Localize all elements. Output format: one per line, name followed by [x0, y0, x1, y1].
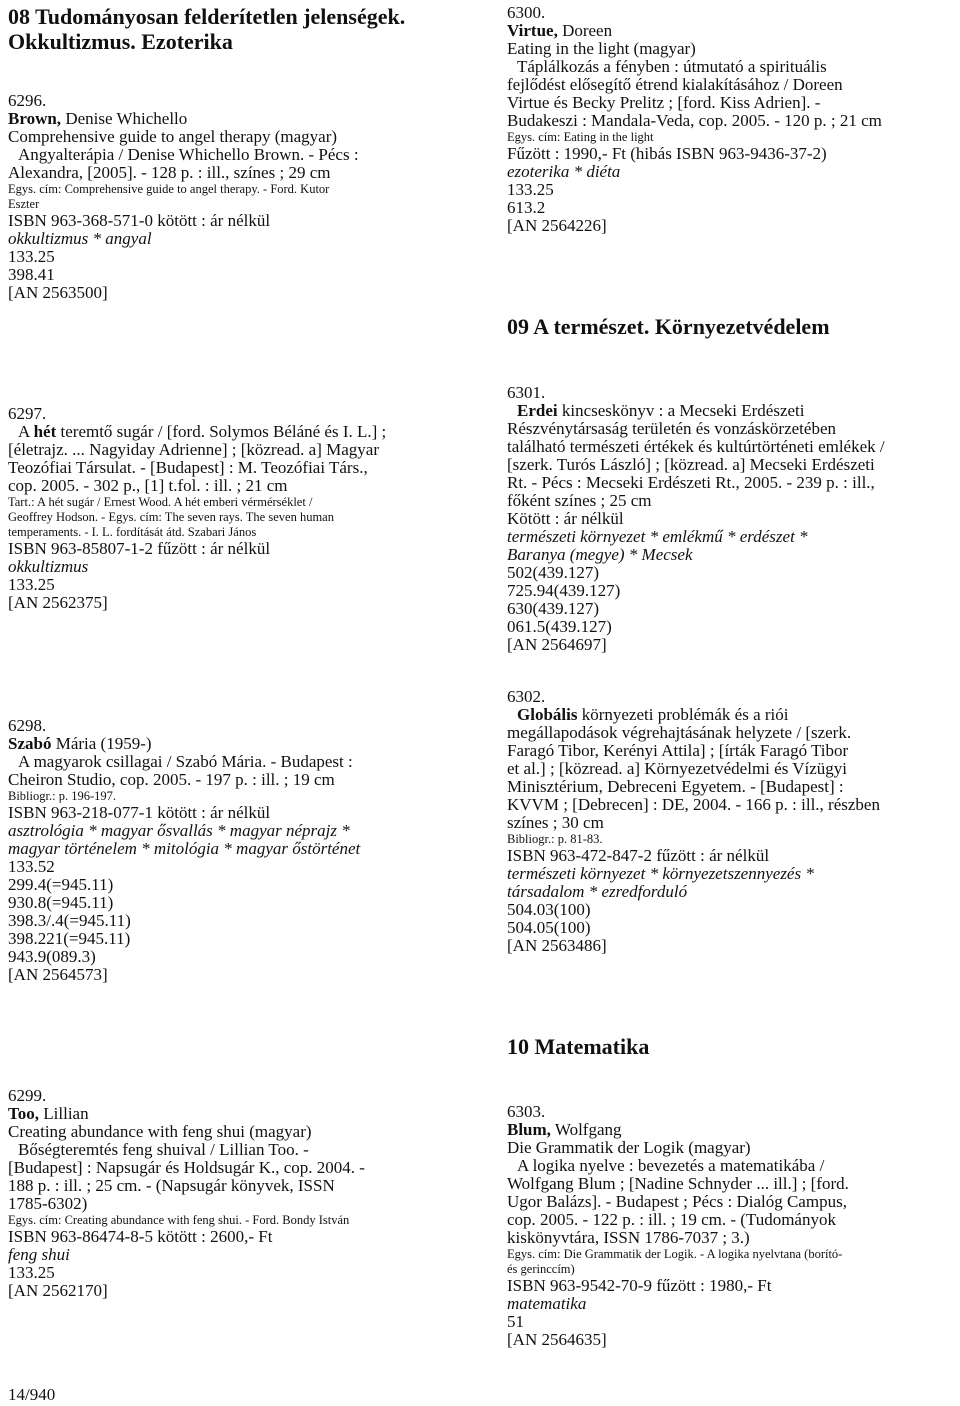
subject-terms: matematika — [507, 1294, 587, 1313]
author-surname: Too, — [8, 1104, 40, 1123]
subject-terms: magyar történelem * mitológia * magyar őstörténet — [8, 839, 361, 858]
description-line: [Budapest] : Napsugár és Holdsugár K., cop. 2004. - — [8, 1158, 365, 1177]
description-line: Wolfgang Blum ; [Nadine Schnyder ... ill.] ; [ford. — [507, 1174, 849, 1193]
section-heading-line: Okkultizmus. Ezoterika — [8, 29, 233, 54]
author-forename: Lillian — [39, 1104, 89, 1123]
subject-terms: feng shui — [8, 1245, 70, 1264]
udc-code: 930.8(=945.11) — [8, 893, 114, 912]
note-line: Egys. cím: Comprehensive guide to angel therapy. - Ford. Kutor — [8, 182, 330, 196]
entry-number: 6298. — [8, 716, 47, 735]
entry-number: 6303. — [507, 1102, 546, 1121]
note-line: Geoffrey Hodson. - Egys. cím: The seven rays. The seven human — [8, 510, 334, 524]
note-line: temperaments. - I. L. fordítását átd. Szabari János — [8, 525, 257, 539]
udc-code: 133.25 — [8, 247, 55, 266]
author-surname: Blum, — [507, 1120, 551, 1139]
author-forename: Wolfgang — [550, 1120, 622, 1139]
an-number: [AN 2562375] — [8, 593, 108, 612]
description-line: Cheiron Studio, cop. 2005. - 197 p. : ill. ; 19 cm — [8, 770, 335, 789]
entry-6300 — [507, 4, 960, 235]
description-line: Ugor Balázs]. - Budapest ; Pécs : Dialóg Campus, — [507, 1192, 847, 1211]
entry-number: 6302. — [507, 687, 546, 706]
isbn-line: ISBN 963-9542-70-9 fűzött : 1980,- Ft — [507, 1276, 772, 1295]
author-surname: Virtue, — [507, 21, 558, 40]
section-heading-line: 08 Tudományosan felderítetlen jelenségek. — [8, 4, 406, 29]
description-line: [életrajz. ... Nagyiday Adrienne] ; [közread. a] Magyar — [8, 440, 379, 459]
description-line: [szerk. Turós László] ; [közread. a] Mecseki Erdészeti — [507, 455, 875, 474]
description-line: Teozófiai Társulat. - [Budapest] : M. Teozófiai Társ., — [8, 458, 368, 477]
an-number: [AN 2564635] — [507, 1330, 607, 1349]
original-title: Eating in the light (magyar) — [507, 39, 696, 58]
entry-title — [507, 402, 960, 420]
entry-6296 — [8, 92, 468, 302]
entry-6301 — [507, 384, 960, 654]
description-line: található természeti értékek és kultúrtörténeti emlékek / — [507, 437, 885, 456]
isbn-line: ISBN 963-218-077-1 kötött : ár nélkül — [8, 803, 271, 822]
original-title: Creating abundance with feng shui (magyar) — [8, 1122, 312, 1141]
subject-terms: természeti környezet * környezetszennyezés * — [507, 864, 814, 883]
description-line: A logika nyelve : bevezetés a matematikába / — [517, 1156, 825, 1175]
udc-code: 630(439.127) — [507, 599, 600, 618]
an-number: [AN 2563500] — [8, 283, 108, 302]
page-number: 14/940 — [8, 1385, 56, 1404]
description-line: fejlődést elősegítő étrend kialakításához / Doreen — [507, 75, 843, 94]
udc-code: 51 — [507, 1312, 524, 1331]
udc-code: 504.05(100) — [507, 918, 591, 937]
isbn-line: Fűzött : 1990,- Ft (hibás ISBN 963-9436-37-2) — [507, 144, 827, 163]
udc-code: 061.5(439.127) — [507, 617, 612, 636]
note-line: Bibliogr.: p. 196-197. — [8, 789, 116, 803]
note-line: Egys. cím: Creating abundance with feng shui. - Ford. Bondy István — [8, 1213, 350, 1227]
description-line: Minisztérium, Debreceni Egyetem. - [Budapest] : — [507, 777, 844, 796]
udc-code: 133.25 — [507, 180, 554, 199]
subject-terms: okkultizmus * angyal — [8, 229, 152, 248]
entry-number: 6300. — [507, 3, 546, 22]
entry-number: 6297. — [8, 404, 47, 423]
note-line: Eszter — [8, 197, 40, 211]
an-number: [AN 2563486] — [507, 936, 607, 955]
description-line: kiskönyvtára, ISSN 1786-7037 ; 3.) — [507, 1228, 750, 1247]
udc-code: 725.94(439.127) — [507, 581, 621, 600]
entry-6298 — [8, 717, 468, 984]
author-surname: Brown, — [8, 109, 62, 128]
udc-code: 613.2 — [507, 198, 546, 217]
entry-number: 6301. — [507, 383, 546, 402]
description-line: 1785-6302) — [8, 1194, 88, 1213]
udc-code: 133.25 — [8, 1263, 55, 1282]
author-forename: Doreen — [557, 21, 613, 40]
subject-terms: asztrológia * magyar ősvallás * magyar néprajz * — [8, 821, 350, 840]
subject-terms: társadalom * ezredforduló — [507, 882, 688, 901]
description-line: színes ; 30 cm — [507, 813, 604, 832]
description-line: Angyalterápia / Denise Whichello Brown. - Pécs : — [18, 145, 359, 164]
title-keyword: Erdei — [517, 401, 558, 420]
author-surname: Szabó — [8, 734, 52, 753]
description-line: Részvénytársaság területén és vonzáskörzetében — [507, 419, 836, 438]
description-line: et al.] ; [közread. a] Környezetvédelmi és Vízügyi — [507, 759, 848, 778]
description-line: 188 p. : ill. ; 25 cm. - (Napsugár könyvek, ISSN — [8, 1176, 335, 1195]
section-heading-09: 09 A természet. Környezetvédelem — [507, 314, 830, 339]
entry-author — [8, 735, 468, 753]
section-heading-08 — [8, 4, 405, 54]
subject-terms: természeti környezet * emlékmű * erdészet * — [507, 527, 808, 546]
title-prefix: A — [18, 422, 34, 441]
entry-number: 6299. — [8, 1086, 47, 1105]
isbn-line: ISBN 963-472-847-2 fűzött : ár nélkül — [507, 846, 770, 865]
entry-author — [8, 110, 468, 128]
description-line: Táplálkozás a fényben : útmutató a spirituális — [517, 57, 827, 76]
udc-code: 133.52 — [8, 857, 55, 876]
entry-author — [8, 1105, 468, 1123]
udc-code: 502(439.127) — [507, 563, 600, 582]
description-line: A magyarok csillagai / Szabó Mária. - Budapest : — [18, 752, 353, 771]
an-number: [AN 2564226] — [507, 216, 607, 235]
udc-code: 299.4(=945.11) — [8, 875, 114, 894]
udc-code: 943.9(089.3) — [8, 947, 96, 966]
title-rest: környezeti problémák és a riói — [577, 705, 789, 724]
entry-title — [8, 423, 468, 441]
description-line: megállapodások végrehajtásának helyzete / [szerk. — [507, 723, 852, 742]
description-line: cop. 2005. - 122 p. : ill. ; 19 cm. - (Tudományok — [507, 1210, 836, 1229]
entry-6303 — [507, 1103, 960, 1349]
isbn-line: ISBN 963-86474-8-5 kötött : 2600,- Ft — [8, 1227, 273, 1246]
description-line: KVVM ; [Debrecen] : DE, 2004. - 166 p. : ill., részben — [507, 795, 880, 814]
isbn-line: ISBN 963-85807-1-2 fűzött : ár nélkül — [8, 539, 271, 558]
udc-code: 133.25 — [8, 575, 55, 594]
entry-6302 — [507, 688, 960, 955]
title-rest: teremtő sugár / [ford. Solymos Béláné és I. L.] ; — [56, 422, 387, 441]
udc-code: 398.3/.4(=945.11) — [8, 911, 131, 930]
original-title: Die Grammatik der Logik (magyar) — [507, 1138, 751, 1157]
note-line: és gerinccím) — [507, 1262, 575, 1276]
description-line: főként színes ; 25 cm — [507, 491, 652, 510]
udc-code: 398.221(=945.11) — [8, 929, 131, 948]
description-line: Faragó Tibor, Kerényi Attila] ; [írták Faragó Tibor — [507, 741, 849, 760]
description-line: cop. 2005. - 302 p., [1] t.fol. : ill. ; 21 cm — [8, 476, 288, 495]
entry-number: 6296. — [8, 91, 47, 110]
subject-terms: okkultizmus — [8, 557, 89, 576]
entry-title — [507, 706, 960, 724]
isbn-line: ISBN 963-368-571-0 kötött : ár nélkül — [8, 211, 271, 230]
note-line: Egys. cím: Die Grammatik der Logik. - A logika nyelvtana (borító- — [507, 1247, 843, 1261]
isbn-line: Kötött : ár nélkül — [507, 509, 624, 528]
subject-terms: Baranya (megye) * Mecsek — [507, 545, 693, 564]
udc-code: 398.41 — [8, 265, 55, 284]
note-line: Bibliogr.: p. 81-83. — [507, 832, 603, 846]
an-number: [AN 2562170] — [8, 1281, 108, 1300]
author-forename: Denise Whichello — [61, 109, 188, 128]
title-rest: kincseskönyv : a Mecseki Erdészeti — [557, 401, 805, 420]
note-line: Tart.: A hét sugár / Ernest Wood. A hét emberi vérmérséklet / — [8, 495, 313, 509]
subject-terms: ezoterika * diéta — [507, 162, 621, 181]
description-line: Alexandra, [2005]. - 128 p. : ill., színes ; 29 cm — [8, 163, 331, 182]
entry-6299 — [8, 1087, 468, 1300]
author-forename: Mária (1959-) — [51, 734, 152, 753]
note-line: Egys. cím: Eating in the light — [507, 130, 654, 144]
original-title: Comprehensive guide to angel therapy (magyar) — [8, 127, 338, 146]
description-line: Budakeszi : Mandala-Veda, cop. 2005. - 120 p. ; 21 cm — [507, 111, 882, 130]
an-number: [AN 2564573] — [8, 965, 108, 984]
title-keyword: Globális — [517, 705, 578, 724]
description-line: Rt. - Pécs : Mecseki Erdészeti Rt., 2005. - 239 p. : ill., — [507, 473, 875, 492]
entry-author — [507, 1121, 960, 1139]
entry-6297 — [8, 405, 468, 612]
title-keyword: hét — [33, 422, 57, 441]
an-number: [AN 2564697] — [507, 635, 607, 654]
description-line: Bőségteremtés feng shuival / Lillian Too. - — [18, 1140, 309, 1159]
entry-author — [507, 22, 960, 40]
udc-code: 504.03(100) — [507, 900, 591, 919]
description-line: Virtue és Becky Prelitz ; [ford. Kiss Adrien]. - — [507, 93, 821, 112]
section-heading-10: 10 Matematika — [507, 1034, 650, 1059]
